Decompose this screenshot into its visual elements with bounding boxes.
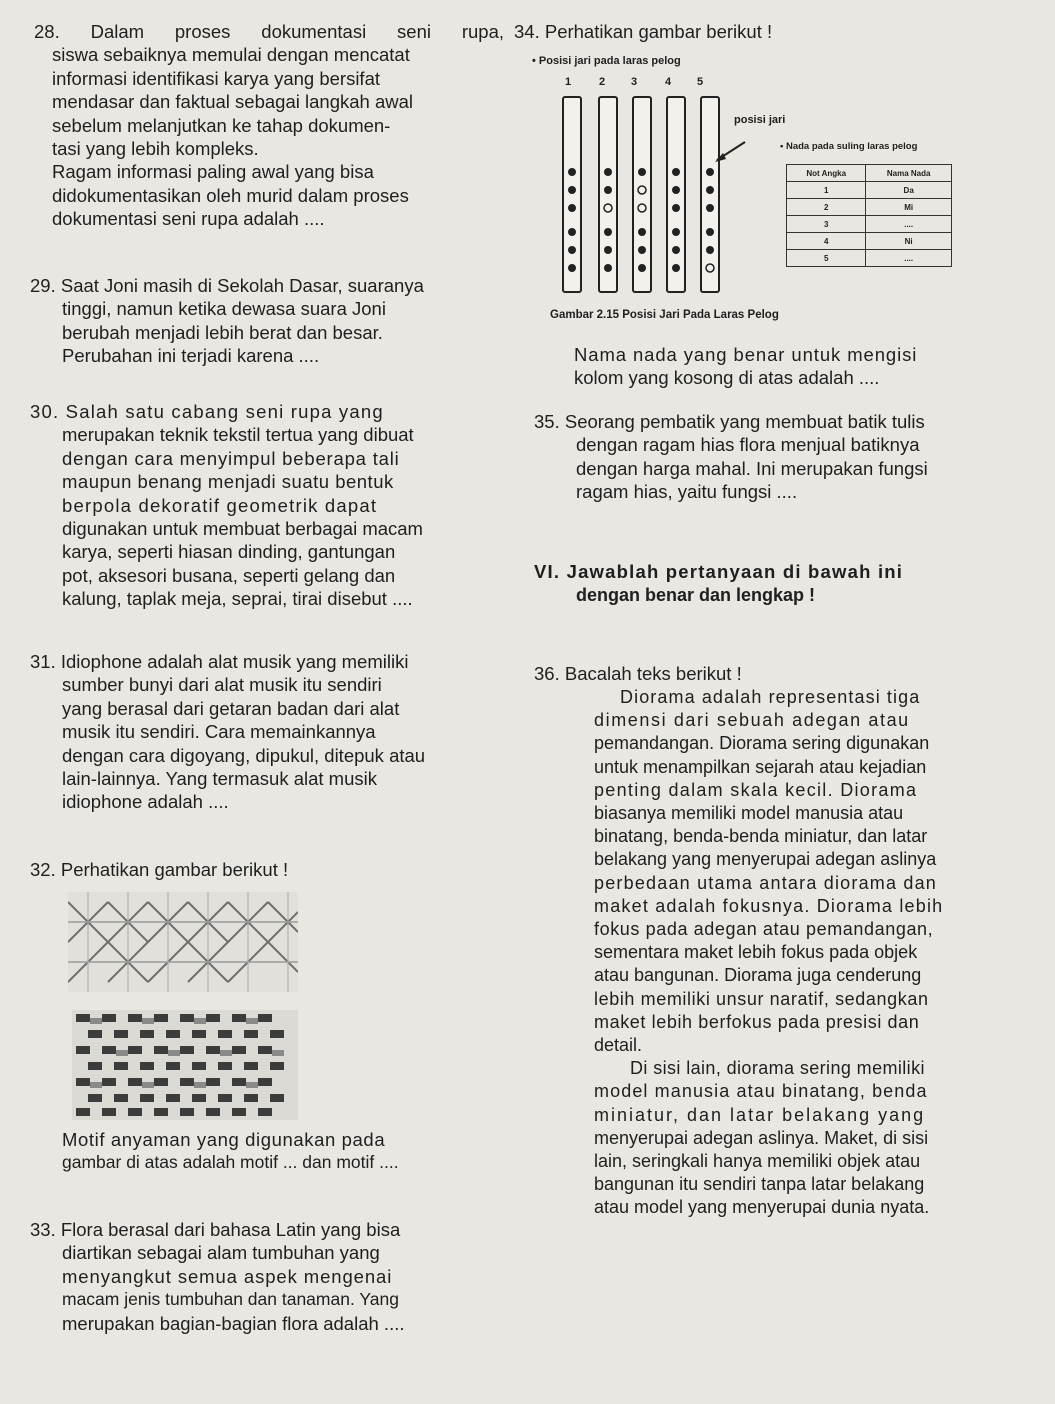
diorama-text: Diorama adalah representasi tiga dimensi dari sebuah adegan atau pemandangan. Diorama sering digunakan untuk menampilkan sejarah atau kejadian penting dalam skala kecil. Diorama biasanya memiliki model manusia atau binatang, benda-benda miniatur, dan latar belakang yang menyerupai adegan aslinya perbedaan utama antara diorama dan maket adalah fokusnya. Diorama lebih fokus pada adegan atau pemandangan, sementara maket lebih fokus pada objek atau bangunan. Diorama juga cenderung lebih memiliki unsur naratif, sedangkan maket lebih berfokus pada presisi dan detail. Di sisi lain, diorama sering memiliki model manusia atau binatang, benda miniatur, dan latar belakang yang menyerupai adegan aslinya. Maket, di sisi lain, seringkali hanya memiliki objek atau bangunan itu sendiri tanpa latar belakang atau model yang menyerupai dunia nyata. [594, 687, 944, 1218]
question-33-text: 33. Flora berasal dari bahasa Latin yang bisa [30, 1219, 401, 1240]
question-number: 34. [514, 21, 540, 42]
question-number: 31. [30, 651, 56, 672]
table-row: 3 .... [787, 216, 952, 233]
question-number: 29. [30, 275, 56, 296]
question-29-text: 29. Saat Joni masih di Sekolah Dasar, suaranya [30, 275, 424, 296]
question-number: 33. [30, 1219, 56, 1240]
table-row: 1 Da [787, 182, 952, 199]
question-number: 28. [34, 21, 60, 42]
question-28 [34, 20, 504, 231]
question-30-body: merupakan teknik tekstil tertua yang dibuat dengan cara menyimpul beberapa tali maupun benang menjadi suatu bentuk berpola dekoratif geometrik dapat digunakan untuk membuat berbagai macam karya, seperti hiasan dinding, gantungan pot, aksesori busana, seperti gelang dan kalung, taplak meja, seprai, tirai disebut .... [62, 424, 423, 610]
figure-title: • Posisi jari pada laras pelog [532, 55, 681, 67]
question-30 [30, 400, 500, 611]
question-36-intro: 36. Bacalah teks berikut ! [534, 663, 742, 684]
question-34 [514, 20, 1034, 43]
question-number: 36. [534, 663, 560, 684]
suling-5 [701, 97, 719, 292]
suling-4 [667, 97, 685, 292]
question-28-body: siswa sebaiknya memulai dengan mencatat informasi identifikasi karya yang bersifat mendasar dan faktual sebagai langkah awal sebelum melanjutkan ke tahap dokumen- tasi yang lebih kompleks. Ragam informasi paling awal yang bisa didokumentasikan oleh murid dalam proses dokumentasi seni rupa adalah .... [52, 44, 413, 230]
question-31 [30, 650, 500, 814]
question-30-text: 30. Salah satu cabang seni rupa yang [30, 401, 384, 422]
suling-1 [563, 97, 581, 292]
table-row: 4 Ni [787, 233, 952, 250]
finger-number: 1 [565, 76, 572, 88]
question-33 [30, 1218, 500, 1335]
table-row: 2 Mi [787, 199, 952, 216]
section-vi-heading: VI. Jawablah pertanyaan di bawah ini dengan benar dan lengkap ! [534, 561, 904, 605]
finger-numbers [565, 76, 725, 92]
question-29 [30, 274, 500, 368]
table-row: 5 .... [787, 250, 952, 267]
question-35-body: dengan ragam hias flora menjual batiknya dengan harga mahal. Ini merupakan fungsi ragam hias, yaitu fungsi .... [576, 434, 928, 503]
question-34-intro: 34. Perhatikan gambar berikut ! [514, 21, 773, 42]
finger-number: 3 [631, 76, 638, 88]
figure-caption: Gambar 2.15 Posisi Jari Pada Laras Pelog [550, 309, 779, 321]
table-header: Nama Nada [866, 165, 952, 182]
table-title: • Nada pada suling laras pelog [780, 141, 918, 152]
question-31-body: sumber bunyi dari alat musik itu sendiri yang berasal dari getaran badan dari alat musik itu sendiri. Cara memainkannya dengan cara digoyang, dipukul, ditepuk atau lain-lainnya. Yang termasuk alat musik idiophone adalah .... [62, 674, 426, 813]
weaving-pattern-image-2 [72, 1010, 298, 1120]
finger-number: 5 [697, 76, 704, 88]
weaving-pattern-image-1 [68, 892, 298, 992]
question-35-text: 35. Seorang pembatik yang membuat batik tulis [534, 411, 925, 432]
suling-finger-diagram [555, 92, 755, 302]
question-36 [534, 662, 1034, 685]
question-28-text: 28. Dalam proses dokumentasi seni rupa, [34, 21, 504, 42]
note-table [786, 164, 952, 267]
question-32-prompt: Motif anyaman yang digunakan pada gambar di atas adalah motif ... dan motif .... [62, 1129, 399, 1173]
question-35 [534, 410, 1034, 504]
question-31-text: 31. Idiophone adalah alat musik yang memiliki [30, 651, 409, 672]
question-number: 35. [534, 411, 560, 432]
question-32 [30, 858, 500, 881]
question-29-body: tinggi, namun ketika dewasa suara Joni berubah menjadi lebih berat dan besar. Perubahan ini terjadi karena .... [62, 298, 386, 367]
question-number: 30. [30, 401, 60, 422]
question-33-body: diartikan sebagai alam tumbuhan yang menyangkut semua aspek mengenai macam jenis tumbuhan dan tanaman. Yang merupakan bagian-bagian flora adalah .... [62, 1242, 405, 1334]
finger-number: 2 [599, 76, 606, 88]
table-header-row [787, 165, 952, 182]
finger-number: 4 [665, 76, 672, 88]
finger-position-label: posisi jari [734, 114, 786, 126]
table-header: Not Angka [787, 165, 866, 182]
question-34-prompt: Nama nada yang benar untuk mengisi kolom yang kosong di atas adalah .... [574, 344, 918, 389]
question-32-intro: 32. Perhatikan gambar berikut ! [30, 859, 289, 880]
suling-2 [599, 97, 617, 292]
question-number: 32. [30, 859, 56, 880]
section-number: VI. [534, 561, 561, 582]
